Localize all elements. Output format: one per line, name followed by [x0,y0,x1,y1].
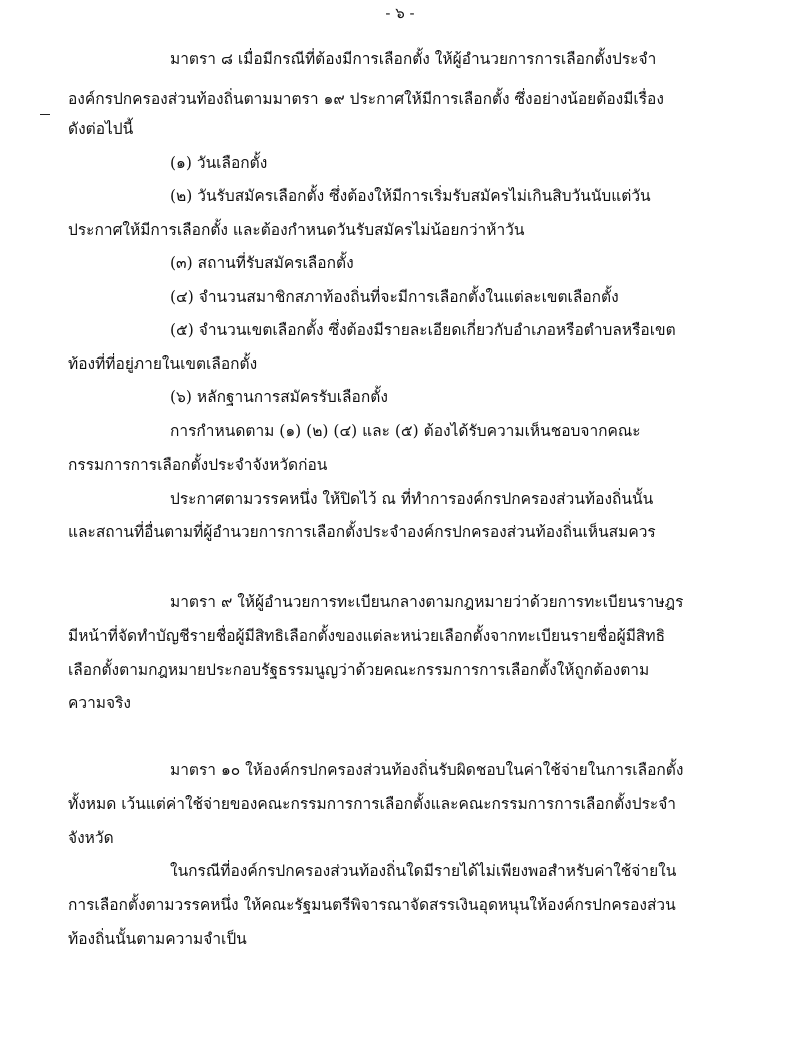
section-8-item-3: (๓) สถานที่รับสมัครเลือกตั้ง [170,254,354,272]
section-10-line-1: มาตรา ๑๐ ให้องค์กรปกครองส่วนท้องถิ่นรับผิดชอบในค่าใช้จ่ายในการเลือกตั้ง [170,761,684,779]
section-8-item-2: (๒) วันรับสมัครเลือกตั้ง ซึ่งต้องให้มีการเริ่มรับสมัครไม่เกินสิบวันนับแต่วัน [170,187,651,205]
section-8-para-2-line-2: กรรมการการเลือกตั้งประจำจังหวัดก่อน [68,456,328,474]
section-8-para-3-line-2: และสถานที่อื่นตามที่ผู้อำนวยการการเลือกตั้งประจำองค์กรปกครองส่วนท้องถิ่นเห็นสมควร [68,523,656,541]
section-8-line-2: องค์กรปกครองส่วนท้องถิ่นตามมาตรา ๑๙ ประกาศให้มีการเลือกตั้ง ซึ่งอย่างน้อยต้องมีเรื่อง [68,90,664,108]
section-8-item-5: (๕) จำนวนเขตเลือกตั้ง ซึ่งต้องมีรายละเอียดเกี่ยวกับอำเภอหรือตำบลหรือเขต [170,321,676,339]
section-8-para-3-line-1: ประกาศตามวรรคหนึ่ง ให้ปิดไว้ ณ ที่ทำการองค์กรปกครองส่วนท้องถิ่นนั้น [170,490,654,508]
section-8-line-3: ดังต่อไปนี้ [68,120,134,138]
section-8-item-2-cont: ประกาศให้มีการเลือกตั้ง และต้องกำหนดวันรับสมัครไม่น้อยกว่าห้าวัน [68,221,525,239]
section-8-item-1: (๑) วันเลือกตั้ง [170,154,268,172]
section-8-item-5-cont: ท้องที่ที่อยู่ภายในเขตเลือกตั้ง [68,355,258,373]
section-8-item-4: (๔) จำนวนสมาชิกสภาท้องถิ่นที่จะมีการเลือกตั้งในแต่ละเขตเลือกตั้ง [170,288,619,306]
section-9-line-4: ความจริง [68,694,131,712]
page-number: - ๖ - [385,4,415,22]
section-9-line-3: เลือกตั้งตามกฎหมายประกอบรัฐธรรมนูญว่าด้วยคณะกรรมการการเลือกตั้งให้ถูกต้องตาม [68,661,650,679]
margin-mark [40,114,50,115]
section-8-item-6: (๖) หลักฐานการสมัครรับเลือกตั้ง [170,388,388,406]
section-10-line-3: จังหวัด [68,829,114,847]
section-9-line-2: มีหน้าที่จัดทำบัญชีรายชื่อผู้มีสิทธิเลือกตั้งของแต่ละหน่วยเลือกตั้งจากทะเบียนรายชื่อผู้มีสิทธิ [68,627,666,645]
section-8-line-1: มาตรา ๘ เมื่อมีกรณีที่ต้องมีการเลือกตั้ง ให้ผู้อำนวยการการเลือกตั้งประจำ [170,50,657,68]
section-10-line-2: ทั้งหมด เว้นแต่ค่าใช้จ่ายของคณะกรรมการการเลือกตั้งและคณะกรรมการการเลือกตั้งประจำ [68,795,677,813]
section-10-para-2-line-1: ในกรณีที่องค์กรปกครองส่วนท้องถิ่นใดมีรายได้ไม่เพียงพอสำหรับค่าใช้จ่ายใน [170,862,677,880]
section-9-line-1: มาตรา ๙ ให้ผู้อำนวยการทะเบียนกลางตามกฎหมายว่าด้วยการทะเบียนราษฎร [170,593,684,611]
section-10-para-2-line-2: การเลือกตั้งตามวรรคหนึ่ง ให้คณะรัฐมนตรีพิจารณาจัดสรรเงินอุดหนุนให้องค์กรปกครองส่วน [68,896,676,914]
section-10-para-2-line-3: ท้องถิ่นนั้นตามความจำเป็น [68,930,247,948]
section-8-para-2-line-1: การกำหนดตาม (๑) (๒) (๔) และ (๕) ต้องได้รับความเห็นชอบจากคณะ [170,422,641,440]
